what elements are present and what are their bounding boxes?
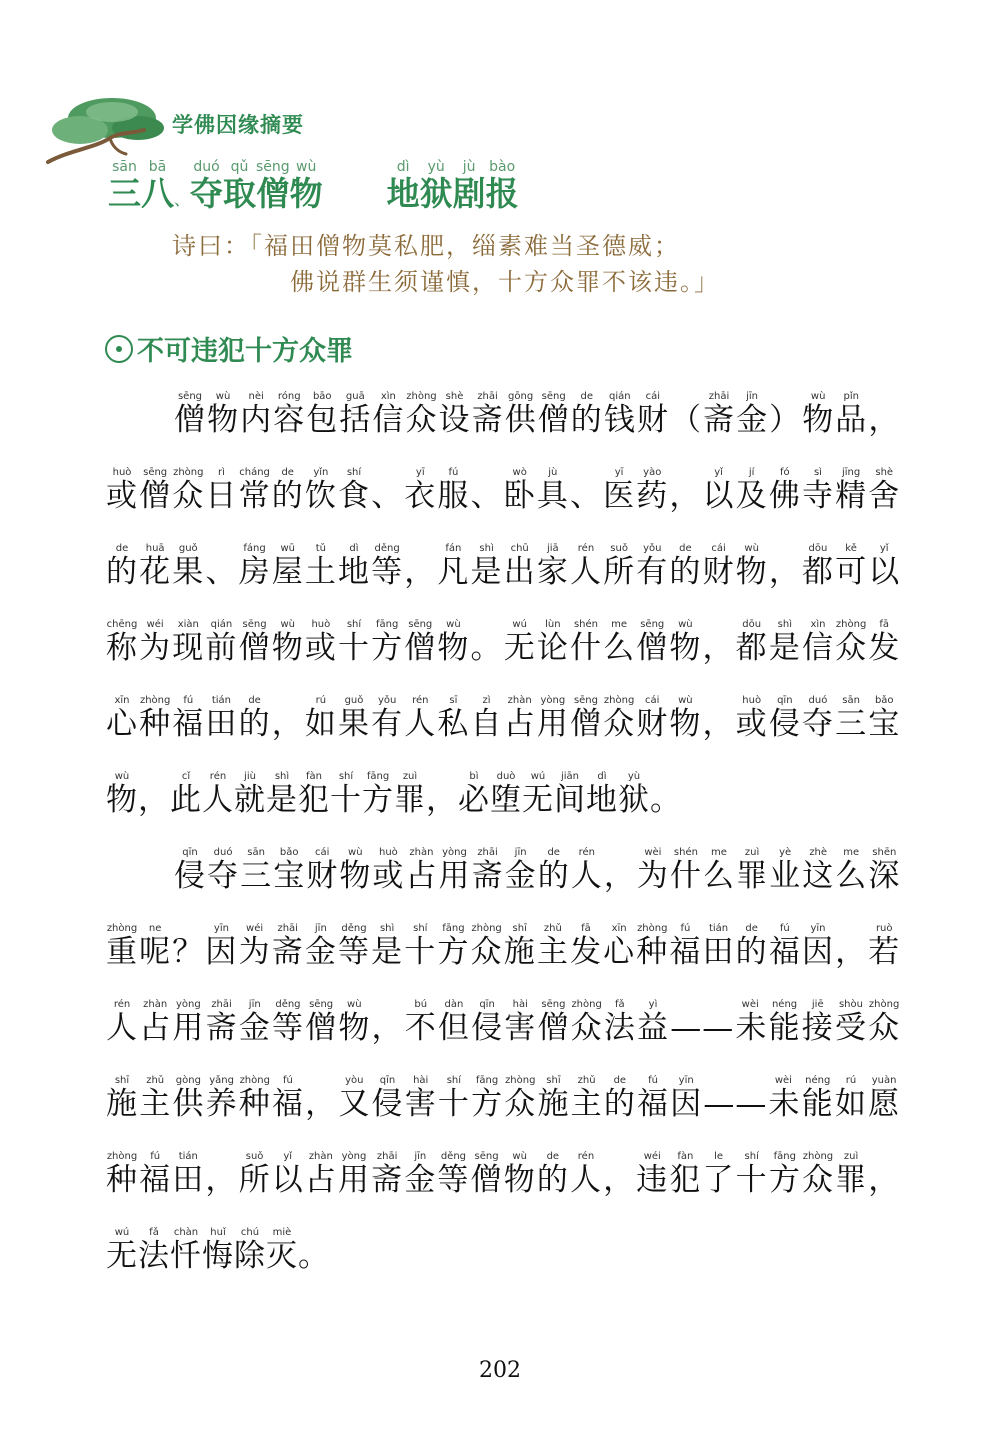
ruby-char: 或huò: [304, 619, 338, 666]
ruby-char: 括guā: [339, 391, 373, 438]
ruby-char: 福fú: [271, 1075, 306, 1122]
ruby-char: 以yǐ: [868, 543, 901, 590]
ruby-char: 不bú: [404, 999, 438, 1046]
ruby-char: 宝bǎo: [868, 695, 901, 742]
ruby-char: 以yǐ: [271, 1151, 305, 1198]
ruby-char: 都dōu: [735, 619, 769, 666]
ruby-char: 犯fàn: [669, 1151, 703, 1198]
ruby-char: 用yòng: [536, 695, 570, 742]
ruby-char: 灭miè: [266, 1227, 298, 1274]
ruby-char: 狱yù: [618, 771, 650, 818]
punctuation: ，: [426, 782, 458, 818]
ruby-char: 狱yù: [419, 159, 453, 213]
ruby-char: 出chū: [503, 543, 537, 590]
punctuation: ，: [603, 1162, 637, 1198]
ruby-char: 罪zuì: [835, 1151, 869, 1198]
ruby-char: 僧sēng: [537, 391, 571, 438]
ruby-char: 除chú: [234, 1227, 266, 1274]
punctuation: 、: [174, 190, 191, 209]
poem: [172, 228, 720, 300]
punctuation: ，: [768, 554, 802, 590]
ruby-char: 有yǒu: [371, 695, 405, 742]
ruby-char: 十shí: [437, 1075, 472, 1122]
ruby-char: 凡fán: [437, 543, 471, 590]
ruby-char: 寺sì: [801, 467, 836, 514]
ruby-char: 方fāng: [371, 619, 405, 666]
ruby-char: 物wù: [289, 159, 323, 213]
ruby-char: 地dì: [386, 159, 420, 213]
ruby-char: 报bào: [485, 159, 519, 213]
ruby-char: 僧sēng: [569, 695, 604, 742]
ruby-char: 众zhòng: [868, 999, 901, 1046]
ruby-char: 所suǒ: [603, 543, 637, 590]
chapter-title-part2: [386, 159, 519, 213]
ruby-char: 侵qīn: [371, 1075, 405, 1122]
ruby-char: 称chēng: [106, 619, 140, 666]
punctuation: 。: [650, 782, 682, 818]
ruby-char: 方fāng: [437, 923, 471, 970]
ruby-char: 施shī: [537, 1075, 571, 1122]
ruby-char: 僧sēng: [404, 619, 438, 666]
ruby-char: 夺duó: [190, 159, 224, 213]
chapter-title-part1: [108, 159, 323, 213]
ruby-char: 斋zhāi: [271, 923, 305, 970]
chapter-title: [108, 160, 519, 215]
ruby-char: 果guǒ: [337, 695, 372, 742]
ruby-char: 物wù: [339, 847, 373, 894]
ruby-char: 众zhòng: [172, 467, 206, 514]
ruby-char: 因yīn: [801, 923, 836, 970]
punctuation: 。: [298, 1238, 330, 1274]
ruby-char: 福fú: [637, 1075, 671, 1122]
paragraph: [106, 382, 900, 838]
ruby-char: 若ruò: [868, 923, 901, 970]
ruby-char: 果guǒ: [172, 543, 206, 590]
ruby-char: 药yào: [636, 467, 670, 514]
ruby-char: 方fāng: [471, 1075, 505, 1122]
ruby-char: 的de: [238, 695, 272, 742]
ruby-char: 或huò: [106, 467, 140, 514]
ruby-char: 就jiù: [234, 771, 266, 818]
ruby-char: 受shòu: [834, 999, 869, 1046]
ruby-char: 福fú: [669, 923, 703, 970]
punctuation: 、: [205, 554, 239, 590]
ruby-char: 饮yǐn: [304, 467, 338, 514]
ruby-char: 占zhàn: [503, 695, 537, 742]
ruby-char: 业yè: [769, 847, 803, 894]
ruby-char: 三sān: [835, 695, 869, 742]
ruby-char: 僧sēng: [305, 999, 339, 1046]
ruby-char: 所suǒ: [238, 1151, 272, 1198]
punctuation: ，: [868, 402, 901, 438]
ruby-char: 物wù: [437, 619, 471, 666]
ruby-char: 金jīn: [504, 847, 538, 894]
ruby-char: 福fú: [172, 695, 206, 742]
punctuation: ——: [670, 1010, 735, 1046]
ruby-char: 屋wū: [271, 543, 305, 590]
page-number: 202: [479, 1358, 521, 1383]
ruby-char: 医yī: [603, 467, 637, 514]
ruby-char: 堕duò: [490, 771, 522, 818]
ruby-char: 十shí: [337, 619, 372, 666]
ruby-char: 供gòng: [172, 1075, 206, 1122]
punctuation: ，: [603, 858, 637, 894]
ruby-char: 等děng: [371, 543, 405, 590]
ruby-char: 福fú: [768, 923, 802, 970]
ruby-char: 财cái: [702, 543, 736, 590]
ruby-char: 家jiā: [536, 543, 570, 590]
punctuation: 、: [569, 478, 604, 514]
ruby-char: 主zhǔ: [139, 1075, 173, 1122]
ruby-char: 卧wò: [503, 467, 537, 514]
poem-line-1: 诗曰：「福田僧物莫私肥，缁素难当圣德威；: [172, 232, 680, 260]
ruby-char: 僧sēng: [174, 391, 208, 438]
ruby-char: 是shì: [470, 543, 504, 590]
ruby-char: 物wù: [735, 543, 769, 590]
ruby-char: 容róng: [273, 391, 307, 438]
section-title: 不可违犯十方众罪: [137, 336, 353, 367]
ruby-char: 愿yuàn: [868, 1075, 901, 1122]
ruby-char: 十shí: [330, 771, 362, 818]
ruby-char: 未wèi: [767, 1075, 802, 1122]
ruby-char: 都dōu: [801, 543, 836, 590]
ruby-char: 花huā: [139, 543, 173, 590]
ruby-char: 服fú: [437, 467, 471, 514]
ruby-char: 田tián: [702, 923, 736, 970]
ruby-char: 又yòu: [338, 1075, 372, 1122]
ruby-char: 悔huǐ: [202, 1227, 234, 1274]
ruby-char: 能néng: [801, 1075, 835, 1122]
ruby-char: 无wú: [106, 1227, 138, 1274]
ruby-char: 是shì: [768, 619, 802, 666]
poem-line-2: 佛说群生须谨慎，十方众罪不该违。」: [290, 268, 720, 296]
ruby-char: 以yǐ: [702, 467, 736, 514]
punctuation: 、: [371, 478, 405, 514]
ruby-char: 种zhòng: [636, 923, 670, 970]
ruby-char: 法fǎ: [603, 999, 637, 1046]
ruby-char: 违wéi: [636, 1151, 670, 1198]
ruby-char: 犯fàn: [298, 771, 330, 818]
ruby-char: 众zhòng: [801, 1151, 836, 1198]
ruby-char: 心xīn: [106, 695, 140, 742]
ruby-char: 金jīn: [238, 999, 272, 1046]
ruby-char: 接jiē: [801, 999, 835, 1046]
ruby-char: 重zhòng: [106, 923, 140, 970]
punctuation: ，: [669, 478, 703, 514]
ruby-char: 僧sēng: [636, 619, 670, 666]
ruby-char: 用yòng: [337, 1151, 372, 1198]
ruby-char: 僧sēng: [238, 619, 272, 666]
ruby-char: 为wéi: [139, 619, 173, 666]
paragraph: [106, 838, 900, 1294]
punctuation: ——: [703, 1086, 768, 1122]
ruby-char: 等děng: [437, 1151, 471, 1198]
ruby-char: 这zhè: [802, 847, 836, 894]
ruby-char: 未wèi: [734, 999, 769, 1046]
ruby-char: 用yòng: [172, 999, 206, 1046]
ruby-char: 三sān: [108, 159, 141, 213]
ruby-char: 主zhǔ: [570, 1075, 604, 1122]
ruby-char: 日rì: [205, 467, 239, 514]
ruby-char: 地dì: [586, 771, 618, 818]
ruby-char: 占zhàn: [405, 847, 439, 894]
ruby-char: 占zhàn: [304, 1151, 338, 1198]
ruby-char: 物wù: [106, 771, 138, 818]
ruby-char: 么me: [603, 619, 637, 666]
ruby-char: 等děng: [337, 923, 372, 970]
ruby-char: 么me: [835, 847, 869, 894]
ruby-char: 侵qīn: [174, 847, 208, 894]
punctuation: ，: [305, 1086, 339, 1122]
ruby-char: 信xìn: [801, 619, 836, 666]
ruby-char: 内nèi: [240, 391, 274, 438]
ruby-char: 众zhòng: [470, 923, 504, 970]
body-text: [106, 382, 900, 1294]
ruby-char: 房fáng: [238, 543, 272, 590]
ruby-char: 罪zuì: [394, 771, 426, 818]
ruby-char: 的de: [537, 847, 571, 894]
ruby-char: 物wù: [669, 695, 703, 742]
ruby-char: 僧sēng: [139, 467, 173, 514]
ruby-char: 侵qīn: [768, 695, 802, 742]
ruby-char: 剧jù: [452, 159, 486, 213]
ruby-char: 僧sēng: [470, 1151, 504, 1198]
ruby-char: 金jīn: [736, 391, 770, 438]
ruby-char: 斋zhāi: [471, 391, 505, 438]
ruby-char: 财cái: [636, 695, 670, 742]
ruby-char: 的de: [536, 1151, 570, 1198]
ruby-char: 等děng: [271, 999, 306, 1046]
ruby-char: 或huò: [735, 695, 769, 742]
ruby-char: 的de: [669, 543, 703, 590]
ruby-char: 金jīn: [404, 1151, 438, 1198]
punctuation: ，: [702, 630, 736, 666]
ruby-char: 么me: [703, 847, 737, 894]
ruby-char: 僧sēng: [256, 159, 290, 213]
ruby-char: 种zhòng: [139, 695, 173, 742]
ruby-char: 物wù: [338, 999, 372, 1046]
ruby-char: 的de: [106, 543, 140, 590]
ruby-char: 信xìn: [372, 391, 406, 438]
ruby-char: 深shēn: [868, 847, 901, 894]
ruby-char: 十shí: [735, 1151, 769, 1198]
ruby-char: 占zhàn: [139, 999, 173, 1046]
ruby-char: 无wú: [503, 619, 537, 666]
ruby-char: 斋zhāi: [703, 391, 737, 438]
ruby-char: 施shī: [503, 923, 537, 970]
ruby-char: 什shén: [669, 847, 703, 894]
ruby-char: 精jīng: [835, 467, 869, 514]
ruby-char: 斋zhāi: [471, 847, 505, 894]
ruby-char: 能néng: [768, 999, 802, 1046]
ruby-char: 种zhòng: [106, 1151, 140, 1198]
ruby-char: 方fāng: [768, 1151, 802, 1198]
ruby-char: 斋zhāi: [205, 999, 239, 1046]
ruby-char: 因yīn: [205, 923, 239, 970]
ruby-char: 众zhòng: [570, 999, 604, 1046]
punctuation: ，: [138, 782, 170, 818]
ruby-char: 前qián: [205, 619, 239, 666]
ruby-char: 是shì: [371, 923, 405, 970]
book-title: 学佛因缘摘要: [172, 113, 304, 137]
ruby-char: 人rén: [569, 543, 604, 590]
ruby-char: 是shì: [266, 771, 298, 818]
ruby-char: 物wù: [271, 619, 305, 666]
ruby-char: 种zhòng: [238, 1075, 272, 1122]
ruby-char: 众zhòng: [835, 619, 869, 666]
ruby-char: 具jù: [536, 467, 570, 514]
ruby-char: 的de: [570, 391, 604, 438]
ruby-char: 食shí: [337, 467, 372, 514]
ruby-char: 人rén: [202, 771, 234, 818]
punctuation: ，: [371, 1010, 405, 1046]
ruby-char: 钱qián: [603, 391, 637, 438]
section-heading: [105, 329, 353, 368]
ruby-char: 常cháng: [238, 467, 272, 514]
ruby-char: 三sān: [240, 847, 274, 894]
ruby-char: 发fā: [569, 923, 604, 970]
ruby-char: 的de: [603, 1075, 637, 1122]
ruby-char: 现xiàn: [172, 619, 206, 666]
ruby-char: 发fā: [868, 619, 901, 666]
ruby-char: 众zhòng: [504, 1075, 538, 1122]
ruby-char: 包bāo: [306, 391, 340, 438]
ruby-char: 福fú: [139, 1151, 173, 1198]
ruby-char: 供gōng: [504, 391, 538, 438]
ruby-char: 害hài: [504, 999, 538, 1046]
punctuation: ，: [702, 706, 736, 742]
ruby-char: 夺duó: [801, 695, 836, 742]
ruby-char: 人rén: [570, 847, 604, 894]
ruby-char: 此cǐ: [170, 771, 202, 818]
ruby-char: 无wú: [522, 771, 554, 818]
punctuation: ，: [868, 1162, 901, 1198]
punctuation: ，: [835, 934, 869, 970]
ruby-char: 自zì: [470, 695, 504, 742]
ruby-char: 私sī: [437, 695, 471, 742]
punctuation: 、: [470, 478, 504, 514]
ruby-char: 人rén: [404, 695, 438, 742]
ruby-char: 为wèi: [636, 847, 670, 894]
ruby-char: 方fāng: [362, 771, 394, 818]
ruby-char: 财cái: [636, 391, 670, 438]
ruby-char: 或huò: [372, 847, 406, 894]
ruby-char: 为wéi: [238, 923, 272, 970]
ruby-char: 什shén: [569, 619, 604, 666]
ruby-char: 养yǎng: [205, 1075, 239, 1122]
ruby-char: 有yǒu: [636, 543, 670, 590]
ruby-char: 众zhòng: [405, 391, 439, 438]
ruby-char: 土tǔ: [304, 543, 338, 590]
ruby-char: 侵qīn: [471, 999, 505, 1046]
ruby-char: 田tián: [172, 1151, 206, 1198]
ruby-char: 如rú: [834, 1075, 869, 1122]
ruby-char: 及jí: [735, 467, 769, 514]
ruby-char: 益yì: [637, 999, 671, 1046]
ruby-char: 呢ne: [139, 923, 173, 970]
ruby-char: 田tián: [205, 695, 239, 742]
ruby-char: 论lùn: [536, 619, 570, 666]
ruby-char: 取qǔ: [223, 159, 257, 213]
punctuation: ，: [205, 1162, 239, 1198]
ruby-char: 众zhòng: [603, 695, 637, 742]
punctuation: （: [669, 402, 703, 438]
ruby-char: 可kě: [835, 543, 869, 590]
ruby-char: 十shí: [404, 923, 438, 970]
punctuation: ？: [172, 934, 206, 970]
ruby-char: 地dì: [337, 543, 372, 590]
ruby-char: 物wù: [207, 391, 241, 438]
ruby-char: 物wù: [802, 391, 836, 438]
punctuation: ）: [769, 402, 803, 438]
ruby-char: 罪zuì: [736, 847, 770, 894]
ruby-char: 忏chàn: [170, 1227, 202, 1274]
ruby-char: 人rén: [569, 1151, 604, 1198]
ruby-char: 间jiān: [554, 771, 586, 818]
ruby-char: 僧sēng: [537, 999, 571, 1046]
ruby-char: 舍shè: [868, 467, 901, 514]
circle-dot-icon: [105, 335, 133, 363]
ruby-char: 衣yī: [404, 467, 438, 514]
ruby-char: 宝bǎo: [273, 847, 307, 894]
ruby-char: 了le: [702, 1151, 736, 1198]
ruby-char: 施shī: [106, 1075, 140, 1122]
ruby-char: 主zhǔ: [536, 923, 570, 970]
ruby-char: 人rén: [106, 999, 140, 1046]
ruby-char: 的de: [735, 923, 769, 970]
ruby-char: 心xīn: [603, 923, 637, 970]
ruby-char: 财cái: [306, 847, 340, 894]
ruby-char: 斋zhāi: [371, 1151, 405, 1198]
punctuation: ，: [404, 554, 438, 590]
ruby-char: 但dàn: [437, 999, 472, 1046]
ruby-char: 金jīn: [304, 923, 338, 970]
ruby-char: 法fǎ: [138, 1227, 170, 1274]
ruby-char: 害hài: [404, 1075, 438, 1122]
ruby-char: 的de: [271, 467, 305, 514]
ruby-char: 因yīn: [670, 1075, 704, 1122]
ruby-char: 用yòng: [438, 847, 472, 894]
punctuation: ，: [271, 706, 305, 742]
ruby-char: 物wù: [503, 1151, 537, 1198]
punctuation: 。: [470, 630, 504, 666]
ruby-char: 必bì: [458, 771, 490, 818]
ruby-char: 八bā: [141, 159, 174, 213]
ruby-char: 如rú: [304, 695, 338, 742]
ruby-char: 物wù: [669, 619, 703, 666]
ruby-char: 夺duó: [207, 847, 241, 894]
ruby-char: 品pǐn: [835, 391, 869, 438]
ruby-char: 设shè: [438, 391, 472, 438]
ruby-char: 佛fó: [768, 467, 802, 514]
